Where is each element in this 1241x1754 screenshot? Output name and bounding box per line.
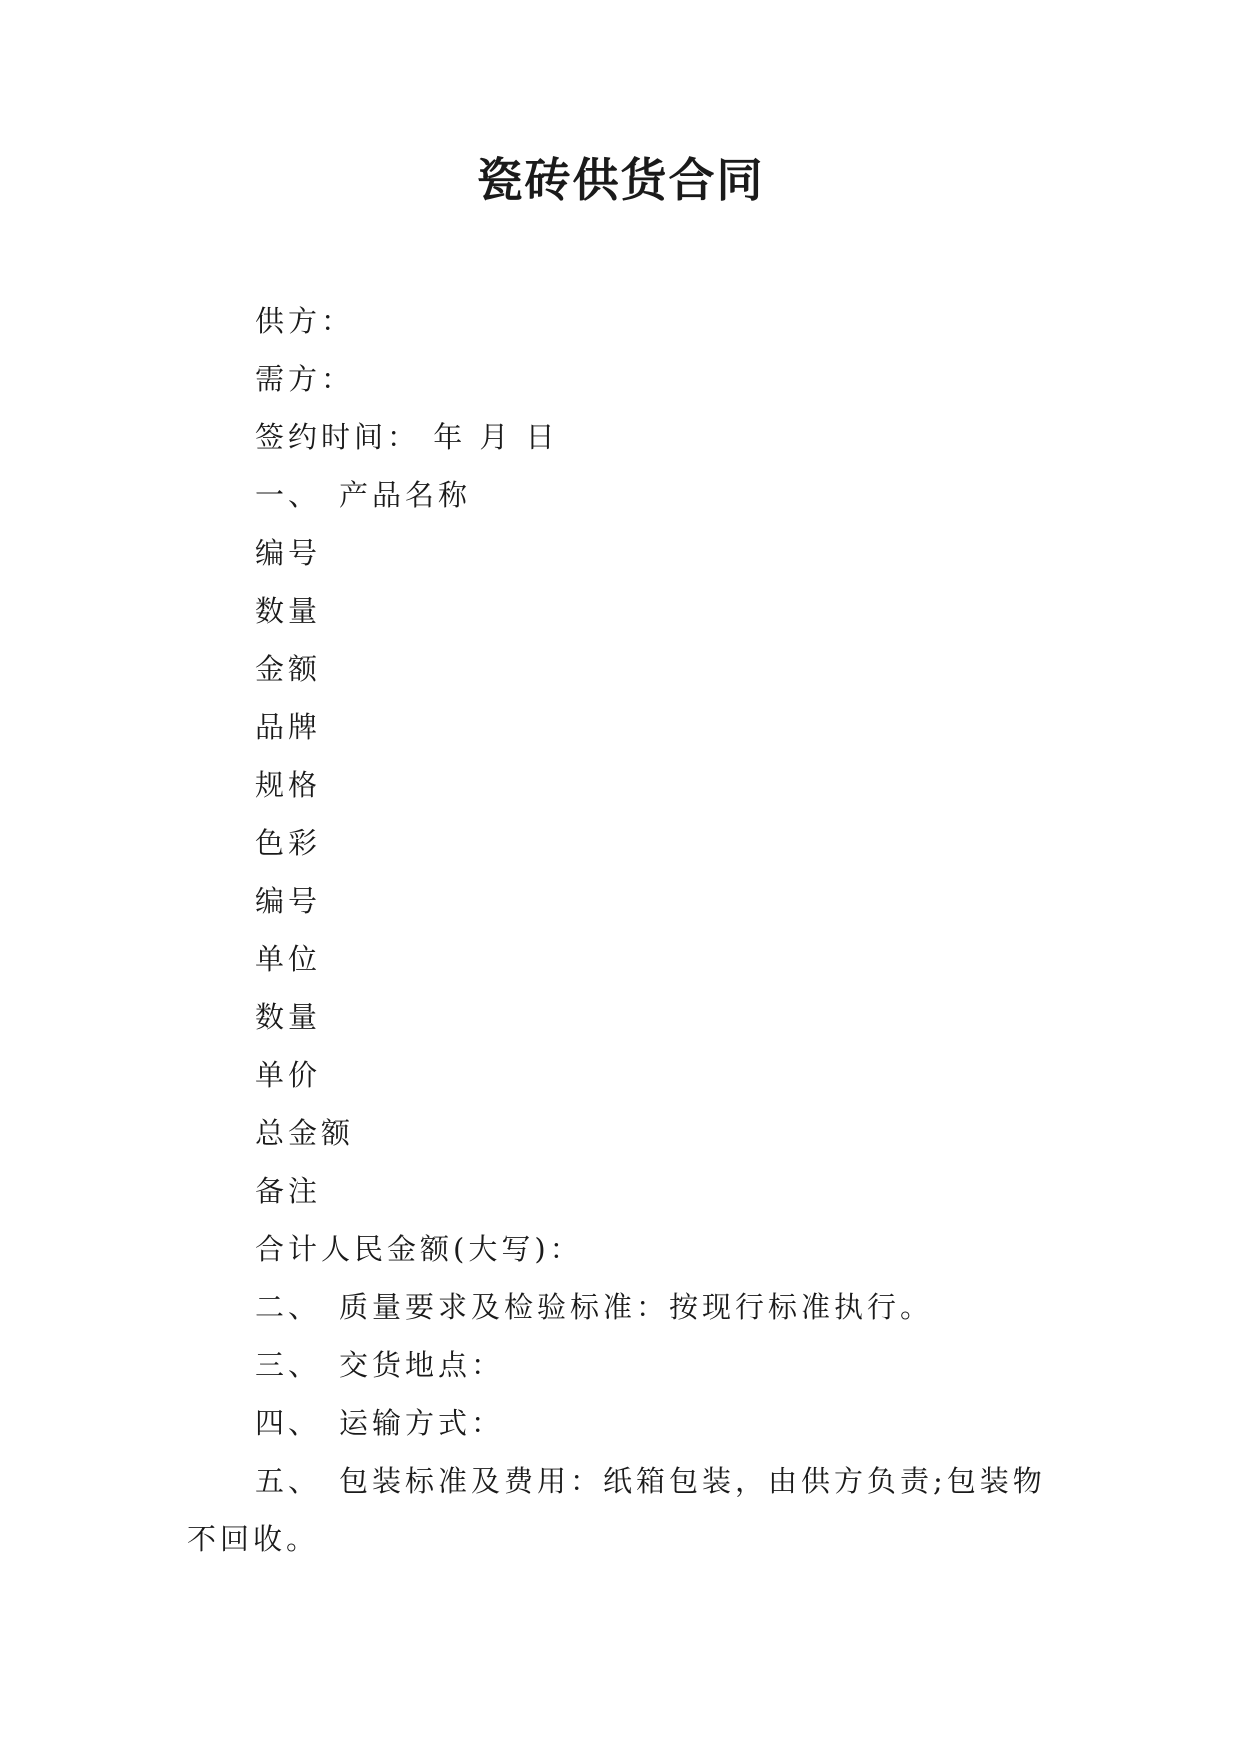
field-quantity: 数量 — [255, 594, 322, 628]
field-quantity-2: 数量 — [255, 1000, 322, 1034]
field-brand: 品牌 — [255, 710, 322, 744]
field-amount: 金额 — [255, 652, 322, 686]
field-color: 色彩 — [255, 826, 322, 860]
clause-1-number: 一、 — [255, 478, 322, 512]
clause-4-number: 四、 — [255, 1406, 322, 1440]
clause-2 — [187, 1278, 1057, 1336]
field-item-code: 编号 — [255, 536, 322, 570]
clause-5-text: 包装标准及费用：纸箱包装，由供方负责;包装物 — [339, 1464, 1046, 1498]
clause-5-number: 五、 — [255, 1464, 322, 1498]
supplier-line: 供方： — [255, 304, 355, 338]
total-rmb-line: 合计人民金额(大写)： — [255, 1232, 583, 1266]
field-total-amount: 总金额 — [255, 1116, 355, 1150]
field-spec: 规格 — [255, 768, 322, 802]
document-body — [187, 292, 1057, 1568]
clause-4-text: 运输方式： — [339, 1406, 505, 1440]
field-item-code-2: 编号 — [255, 884, 322, 918]
clause-3-text: 交货地点： — [339, 1348, 505, 1382]
clause-3 — [187, 1336, 1057, 1394]
field-remarks: 备注 — [255, 1174, 322, 1208]
clause-3-number: 三、 — [255, 1348, 322, 1382]
signing-date-line: 签约时间： 年 月 日 — [255, 420, 559, 454]
clause-5 — [187, 1452, 1057, 1510]
field-unit-price: 单价 — [255, 1058, 322, 1092]
clause-2-text: 质量要求及检验标准：按现行标准执行。 — [339, 1290, 934, 1324]
clause-4 — [187, 1394, 1057, 1452]
buyer-line: 需方： — [255, 362, 355, 396]
clause-1 — [187, 466, 1057, 524]
clause-5-continuation: 不回收。 — [187, 1522, 320, 1556]
field-unit: 单位 — [255, 942, 322, 976]
clause-1-text: 产品名称 — [339, 478, 472, 512]
document-title: 瓷砖供货合同 — [476, 153, 765, 207]
clause-2-number: 二、 — [255, 1290, 322, 1324]
